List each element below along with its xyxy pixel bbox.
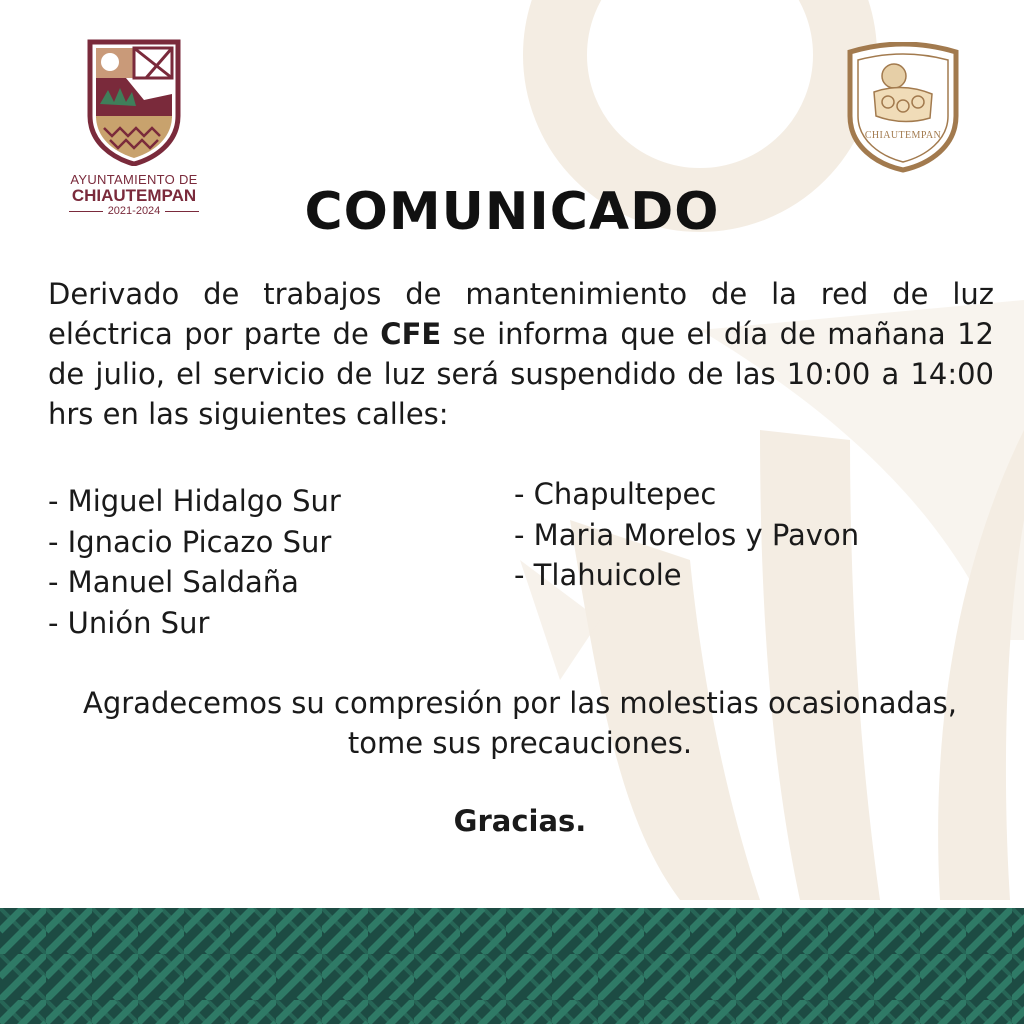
- city-seal: [844, 42, 962, 174]
- seal-shield-icon: [844, 42, 962, 174]
- announcement-paragraph: [48, 274, 994, 434]
- seal-label: CHIAUTEMPAN: [864, 130, 942, 141]
- list-item: - Maria Morelos y Pavon: [514, 517, 860, 552]
- list-item: - Ignacio Picazo Sur: [48, 524, 332, 559]
- list-item: - Tlahuicole: [514, 558, 682, 592]
- provider-name: CFE: [380, 317, 442, 351]
- announcement-text-part2: se informa que el día de mañana 12 de julio, el servicio de luz será suspendido de las 10:00 a 14:00 hrs en las siguientes calles:: [48, 317, 995, 431]
- municipal-shield-icon: [86, 38, 182, 166]
- page-title: COMUNICADO: [304, 182, 720, 242]
- logo-caption-line2: CHIAUTEMPAN: [71, 186, 197, 205]
- chevron-pattern: [0, 908, 1024, 1024]
- closing-message: Agradecemos su compresión por las molestias ocasionadas, tome sus precauciones.: [83, 686, 957, 760]
- list-item: - Unión Sur: [48, 605, 210, 640]
- list-item: - Miguel Hidalgo Sur: [48, 484, 341, 518]
- thanks-text: Gracias.: [453, 804, 587, 838]
- logo-caption-line1: AYUNTAMIENTO DE: [70, 172, 198, 187]
- street-list-left: [48, 481, 341, 643]
- logo-caption-years: 2021-2024: [107, 205, 161, 217]
- list-item: - Manuel Saldaña: [48, 565, 299, 599]
- footer-pattern-band: [0, 908, 1024, 1024]
- list-item: - Chapultepec: [514, 477, 717, 511]
- announcement-text-part1: Derivado de trabajos de mantenimiento de la red de luz eléctrica por parte de: [48, 277, 994, 351]
- street-list-right: [514, 474, 859, 596]
